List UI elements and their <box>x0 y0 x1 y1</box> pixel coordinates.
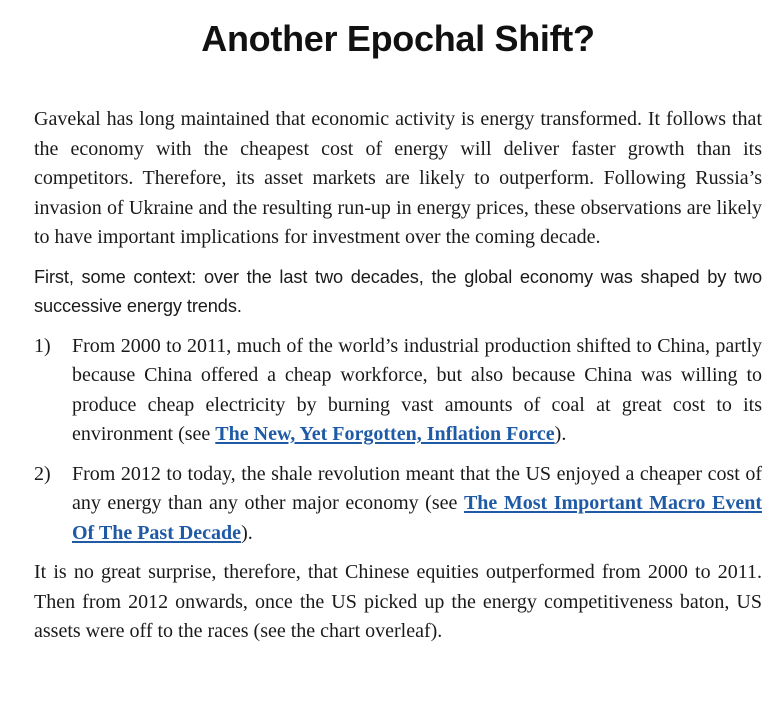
list-item-number: 1) <box>34 334 51 357</box>
energy-trends-list <box>34 332 762 549</box>
page-title: Another Epochal Shift? <box>201 18 595 59</box>
list-item-text: From 2012 to today, the shale revolution meant that the US enjoyed a cheaper cost of any energy than any other major economy (see <box>72 462 762 514</box>
list-item-closing: ). <box>554 423 567 445</box>
list-item-closing: ). <box>241 521 253 544</box>
conclusion-paragraph: It is no great surprise, therefore, that Chinese equities outperformed from 2000 to 2011. Then from 2012 onwards, once the US picked up the energy competitiveness baton, US assets were off to the races (see the chart overleaf). <box>34 561 762 642</box>
list-item-number: 2) <box>34 462 51 485</box>
list-item <box>34 460 762 549</box>
list-item-text: From 2000 to 2011, much of the world’s industrial production shifted to China, partly because China offered a cheap workforce, but also because China was willing to produce cheap electricity by burning vast amounts of coal at great cost to its environment (see <box>72 334 762 445</box>
link-most-important-macro-event[interactable]: The Most Important Macro Event Of The Past Decade <box>72 492 762 544</box>
list-item <box>34 332 762 450</box>
document-page <box>34 0 762 647</box>
link-new-yet-forgotten-inflation-force[interactable]: The New, Yet Forgotten, Inflation Force <box>215 423 555 445</box>
context-paragraph: First, some context: over the last two decades, the global economy was shaped by two successive energy trends. <box>34 266 762 316</box>
intro-paragraph: Gavekal has long maintained that economic activity is energy transformed. It follows that the economy with the cheapest cost of energy will deliver faster growth than its competitors. Therefore, its asset markets are likely to outperform. Following Russia’s invasion of Ukraine and the resulting run-up in energy prices, these observations are likely to have important implications for investment over the coming decade. <box>34 108 762 248</box>
